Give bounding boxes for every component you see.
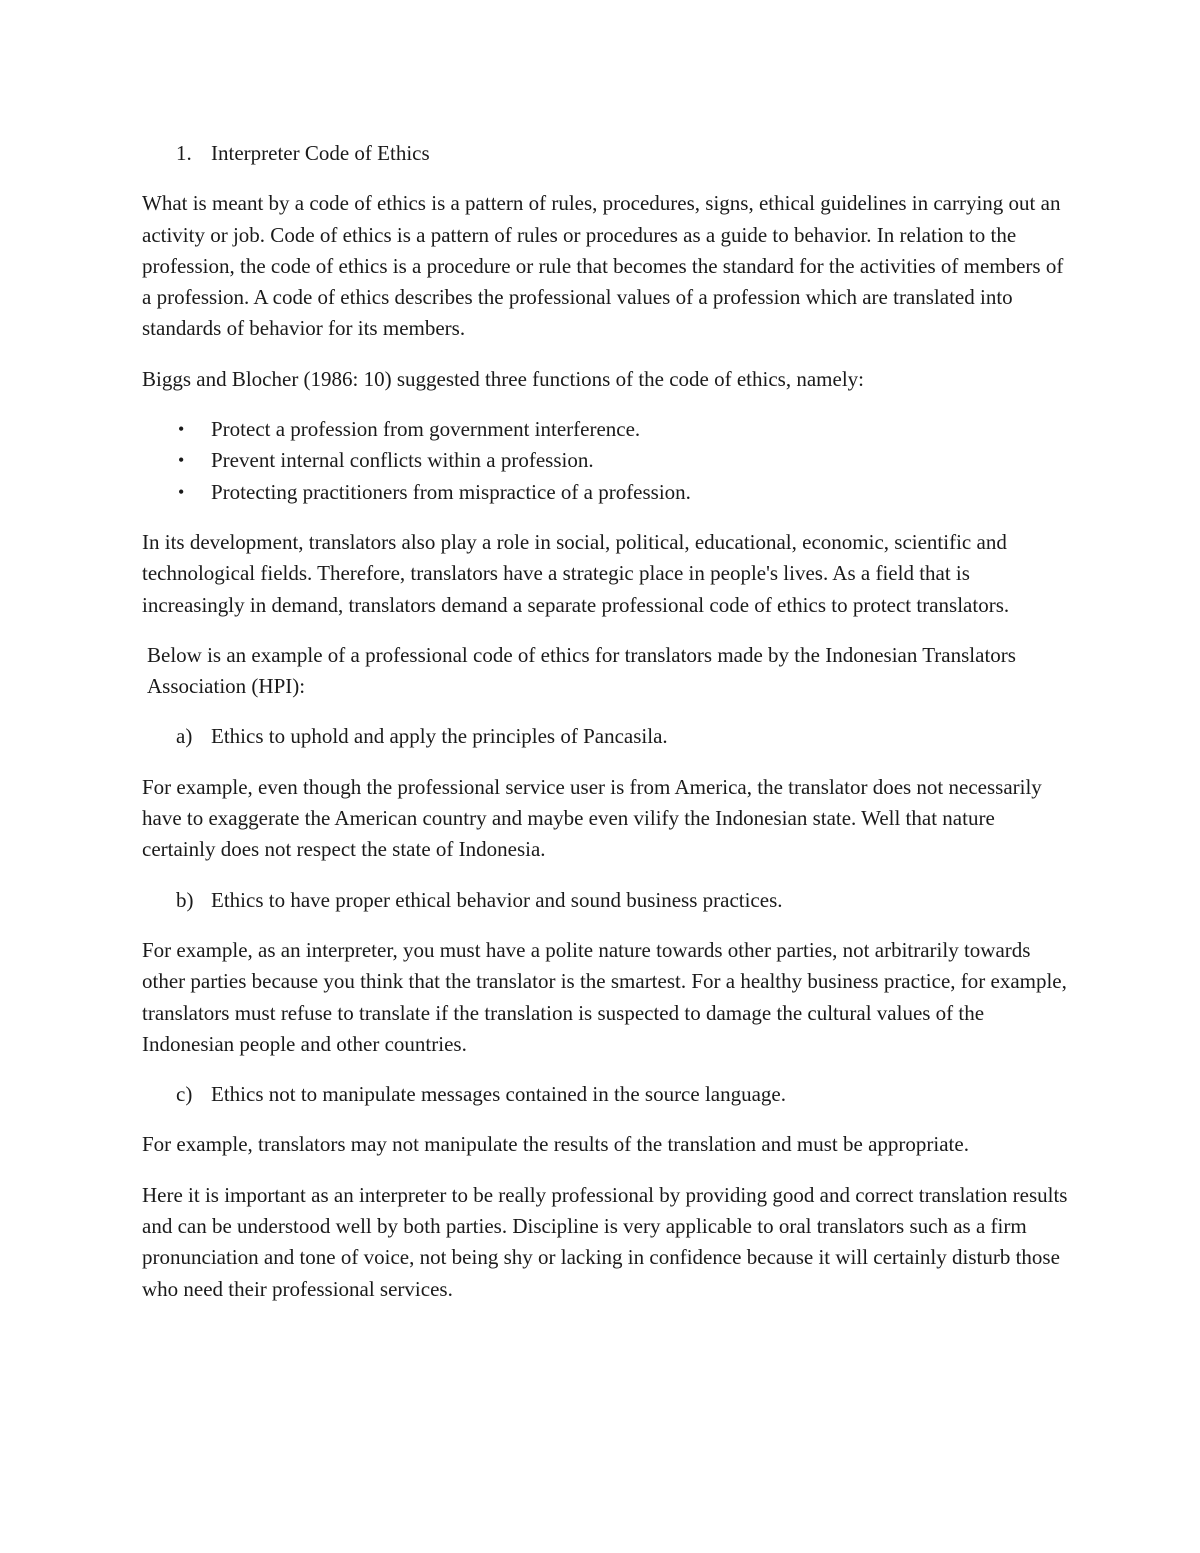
ethics-item-letter: a): [176, 724, 193, 749]
list-item-text: Protect a profession from government interference.: [211, 417, 641, 442]
ethics-item-text: Ethics to have proper ethical behavior and sound business practices.: [211, 887, 783, 912]
bullet-icon: •: [178, 450, 185, 471]
bullet-icon: •: [178, 481, 185, 502]
list-item-text: Protecting practitioners from mispractice of a profession.: [211, 479, 691, 504]
ethics-item-text: Ethics not to manipulate messages contained in the source language.: [211, 1082, 786, 1107]
section-heading: [142, 138, 1072, 169]
list-item-text: Prevent internal conflicts within a profession.: [211, 448, 594, 473]
section-title: Interpreter Code of Ethics: [211, 141, 430, 165]
list-item: [142, 414, 1072, 445]
paragraph-example-a: For example, even though the professional service user is from America, the translator does not necessarily have to exaggerate the American country and maybe even vilify the Indonesian state. Well that nature certainly does not respect the state of Indonesia.: [142, 774, 1042, 862]
paragraph-definition: What is meant by a code of ethics is a pattern of rules, procedures, signs, ethical guidelines in carrying out an activity or job. Code of ethics is a pattern of rules or procedures as a guide to behavior. In relation to the profession, the code of ethics is a procedure or rule that becomes the standard for the activities of members of a profession. A code of ethics describes the professional values of a profession which are translated into standards of behavior for its members.: [142, 191, 1064, 341]
ethics-item-text: Ethics to uphold and apply the principles of Pancasila.: [211, 724, 668, 749]
paragraph-conclusion: Here it is important as an interpreter to be really professional by providing good and correct translation results and can be understood well by both parties. Discipline is very applicable to oral translators such as a firm pronunciation and tone of voice, not being shy or lacking in confidence because it will certainly disturb those who need their professional services.: [142, 1182, 1068, 1301]
ethics-item-c: [142, 1079, 1072, 1110]
document-page: [142, 138, 1072, 1324]
bullet-icon: •: [178, 419, 185, 440]
paragraph-hpi-intro: Below is an example of a professional code of ethics for translators made by the Indonesian Translators Association (HPI):: [147, 642, 1016, 699]
ethics-item-letter: b): [176, 887, 194, 912]
paragraph-example-c: For example, translators may not manipulate the results of the translation and must be appropriate.: [142, 1132, 969, 1157]
section-number: 1.: [176, 141, 192, 165]
paragraph-functions-intro: Biggs and Blocher (1986: 10) suggested three functions of the code of ethics, namely:: [142, 366, 864, 391]
functions-list: [142, 414, 1072, 508]
list-item: [142, 477, 1072, 508]
list-item: [142, 445, 1072, 476]
ethics-item-b: [142, 885, 1072, 916]
paragraph-example-b: For example, as an interpreter, you must have a polite nature towards other parties, not arbitrarily towards other parties because you think that the translator is the smartest. For a healthy business practice, for example, translators must refuse to translate if the translation is suspected to damage the cultural values of the Indonesian people and other countries.: [142, 937, 1067, 1056]
paragraph-development: In its development, translators also play a role in social, political, educational, economic, scientific and technological fields. Therefore, translators have a strategic place in people's lives. As a field that is increasingly in demand, translators demand a separate professional code of ethics to protect translators.: [142, 529, 1010, 617]
ethics-item-letter: c): [176, 1082, 193, 1107]
ethics-item-a: [142, 721, 1072, 752]
